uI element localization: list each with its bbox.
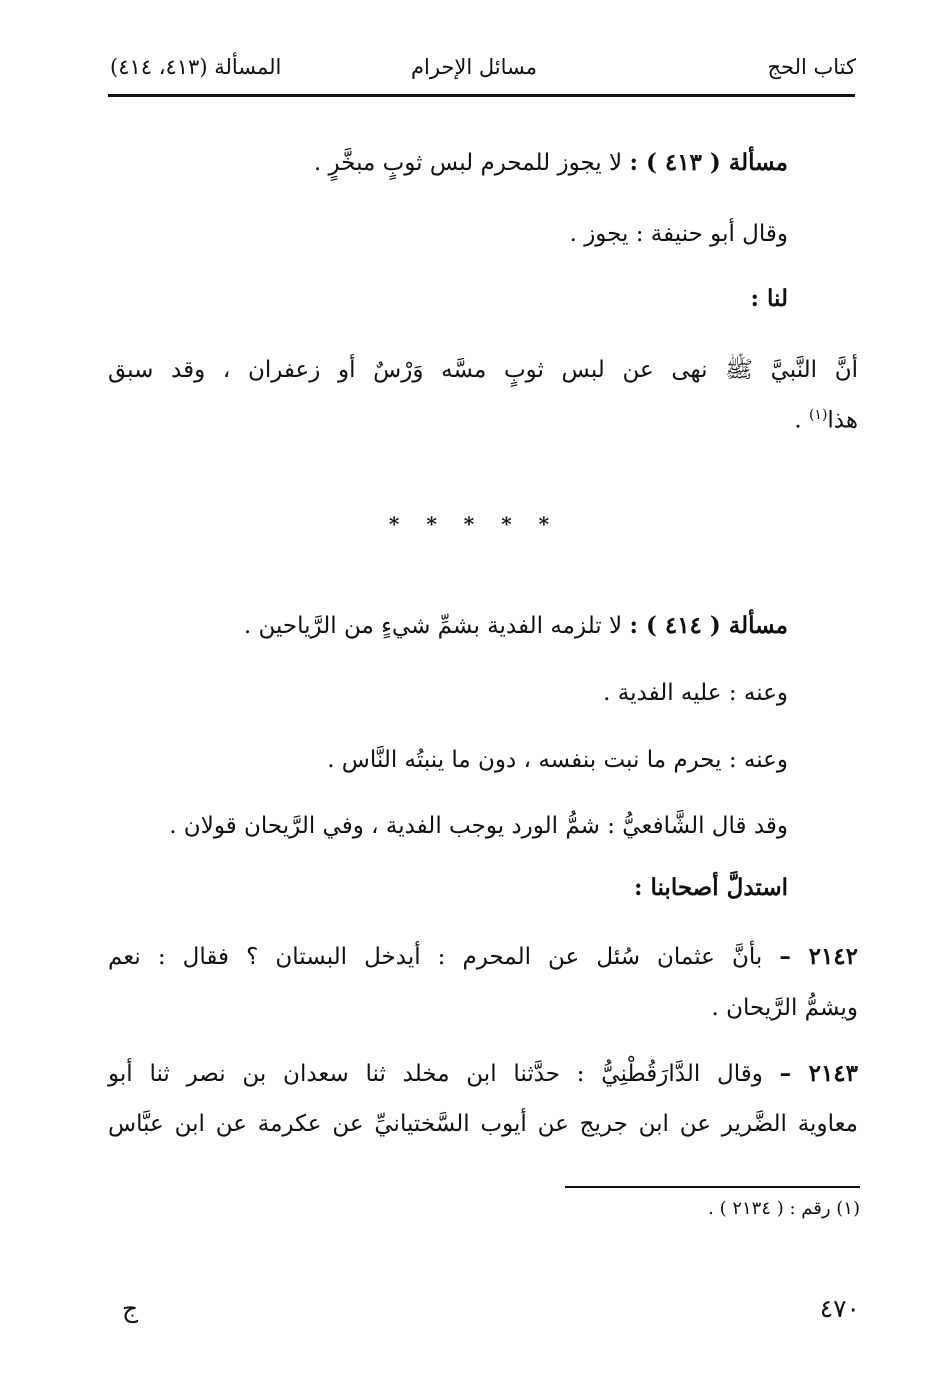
header-issue-range: المسألة (٤١٣، ٤١٤) <box>110 55 282 79</box>
lana-heading: لنا : <box>750 285 788 312</box>
signature-mark: ج <box>122 1294 139 1323</box>
narration-2142-line-2: ويشمُّ الرَّيحان . <box>711 995 858 1021</box>
narration-2143-line-2: معاوية الضَّرير عن ابن جريج عن أيوب السَّختيانيِّ عن عكرمة عن ابن عبَّاس <box>108 1111 858 1137</box>
narration-2143-text-1: وقال الدَّارَقُطْنِيُّ : حدَّثنا ابن مخلد ثنا سعدان بن نصر ثنا أبو <box>108 1061 763 1087</box>
question-413-label: مسألة ( ٤١٣ ) : <box>629 149 788 176</box>
narration-2142-line-1 <box>108 937 858 977</box>
hadith-line-2-end: . <box>794 407 802 434</box>
hadith-line-1: أنَّ النَّبيَّ ﷺ نهى عن لبس ثوبٍ مسَّه وَرْسٌ أو زعفران ، وقد سبق <box>108 357 858 383</box>
footnote-1: (١) رقم : ( ٢١٣٤ ) . <box>708 1198 860 1219</box>
question-414-label: مسألة ( ٤١٤ ) : <box>629 612 788 639</box>
shafii-opinion: وقد قال الشَّافعيُّ : شمُّ الورد يوجب الفدية ، وفي الرَّيحان قولان . <box>169 813 788 839</box>
question-413-text: لا يجوز للمحرم لبس ثوبٍ مبخَّرٍ . <box>313 150 623 176</box>
hadith-line-2-text: هذا <box>827 407 858 434</box>
header-book-title: كتاب الحج <box>767 55 856 79</box>
narration-anhu-2: وعنه : يحرم ما نبت بنفسه ، دون ما ينبتُه النَّاس . <box>327 747 788 773</box>
istadalla-heading: استدلَّ أصحابنا : <box>633 874 788 901</box>
narration-anhu-1: وعنه : عليه الفدية . <box>603 680 788 706</box>
question-414-text: لا تلزمه الفدية بشمِّ شيءٍ من الرَّياحين . <box>243 613 623 639</box>
narration-2142-number: ٢١٤٢ – <box>779 943 859 970</box>
abu-hanifa-opinion: وقال أبو حنيفة : يجوز . <box>569 221 788 247</box>
question-413 <box>108 143 788 183</box>
narration-2142-text-1: بأنَّ عثمان سُئل عن المحرم : أيدخل البستان ؟ فقال : نعم <box>108 944 763 970</box>
header-rule <box>108 94 855 97</box>
footnote-marker: (١) <box>808 407 828 423</box>
header-chapter-title: مسائل الإحرام <box>410 55 538 79</box>
section-separator: * * * * * <box>388 512 560 536</box>
page-number: ٤٧٠ <box>819 1294 860 1323</box>
narration-2143-number: ٢١٤٣ – <box>779 1060 859 1087</box>
question-414 <box>108 606 788 646</box>
footnote-rule <box>565 1186 860 1188</box>
narration-2143-line-1 <box>108 1054 858 1094</box>
hadith-line-2 <box>108 395 858 441</box>
